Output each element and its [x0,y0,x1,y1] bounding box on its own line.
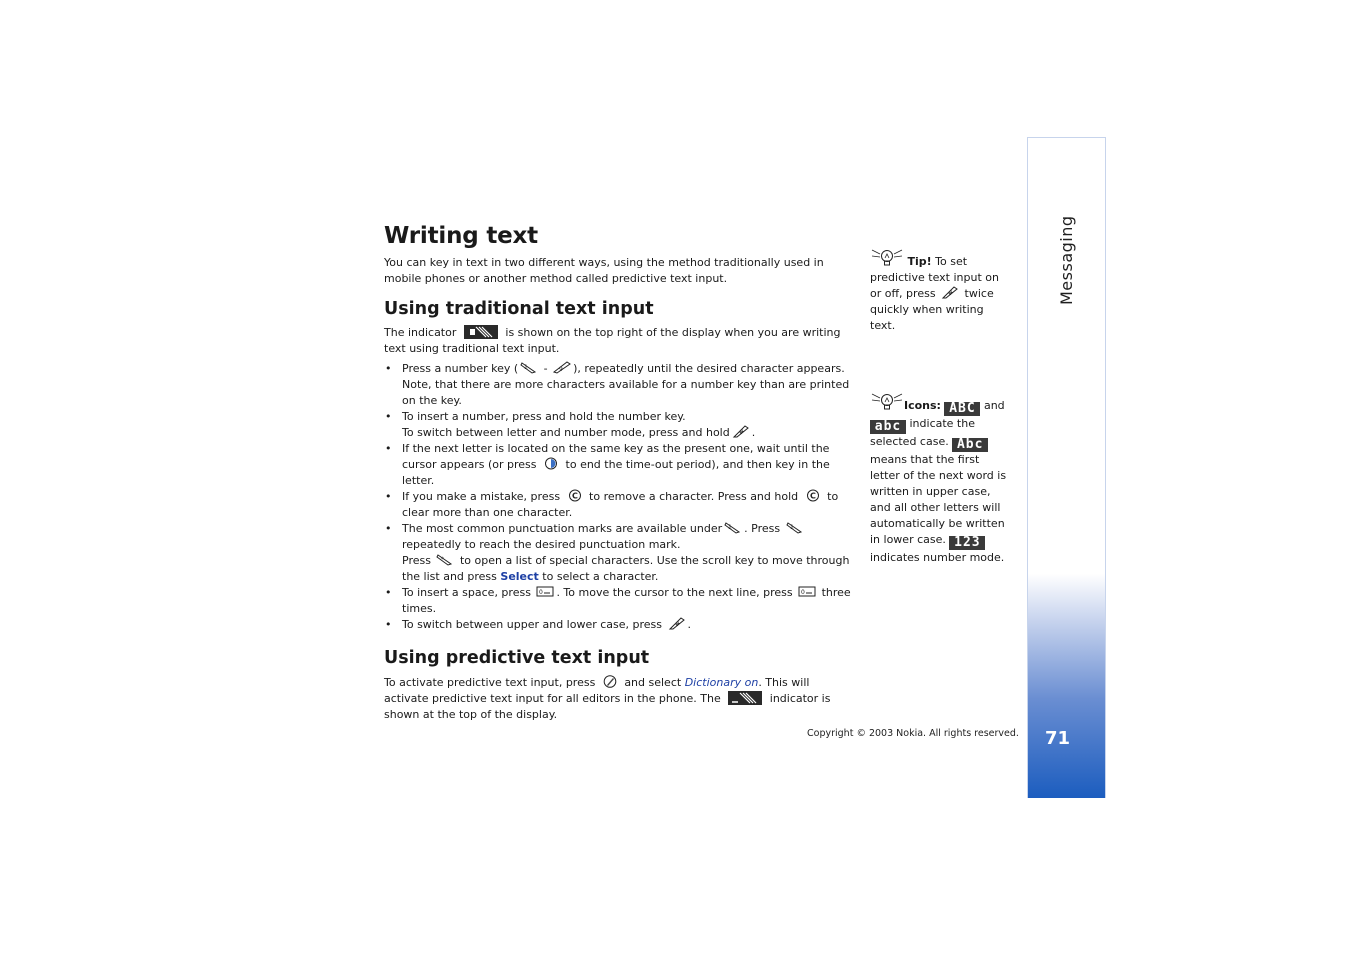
uppercase-mode-icon: ABC [944,402,980,416]
lightbulb-icon [870,392,904,412]
list-item: • To insert a number, press and hold the number key. To switch between letter and number mode, press and hold # . [384,409,852,441]
number-mode-icon: 123 [949,536,985,550]
list-item: • To insert a space, press 0 . To move the cursor to the next line, press 0 three times. [384,585,852,617]
list-item: • Press a number key ( 1 - 9 ), repeatedly until the desired character appears. Note, that there are more characters available for a number key than are printed on the key. [384,361,852,409]
svg-text:#: # [674,621,680,628]
page-number: 71 [1045,728,1071,749]
dictionary-on-option: Dictionary on [684,676,759,689]
list-item: • If you make a mistake, press C to remove a character. Press and hold C to clear more than one character. [384,489,852,521]
traditional-input-indicator-icon [464,325,498,339]
traditional-indicator-paragraph: The indicator is shown on the top right of the display when you are writing text using traditional text input. [384,326,841,355]
key-1-icon [724,521,742,534]
key-9-icon [553,361,571,374]
svg-text:1: 1 [789,524,794,531]
select-softkey-label: Select [500,570,539,583]
list-item: • To switch between upper and lower case, press # . [384,617,852,633]
hash-key-icon [941,286,959,299]
hash-key-icon [732,425,750,438]
list-item: • The most common punctuation marks are available under 1 . Press 1 repeatedly to reach the desired punctuation mark. Press * to open a list of special characters. Use the scroll key to move through the list and press Select to select a character. [384,521,852,585]
lowercase-mode-icon: abc [870,420,906,434]
svg-text:0: 0 [539,589,544,596]
chapter-tab-label: Messaging [1057,215,1076,305]
star-key-icon [436,553,454,566]
svg-text:C: C [571,491,578,501]
sentence-case-mode-icon: Abc [952,438,988,452]
svg-text:*: * [441,556,445,563]
page-title: Writing text [384,223,538,249]
main-column [384,222,852,723]
svg-text:C: C [809,491,816,501]
hash-key-icon [668,617,686,630]
traditional-tips-list [384,361,852,633]
svg-text:0: 0 [801,589,805,596]
clear-key-icon [566,489,584,502]
key-0-icon [798,585,816,598]
svg-text:#: # [948,290,954,297]
section-heading-predictive: Using predictive text input [384,648,650,668]
key-1-icon [786,521,804,534]
section-heading-traditional: Using traditional text input [384,299,654,319]
tip-label: Tip! [907,255,932,268]
lightbulb-icon [870,248,904,268]
predictive-input-indicator-icon [728,691,762,705]
svg-text:1: 1 [728,524,732,531]
copyright-notice: Copyright © 2003 Nokia. All rights reserved. [807,728,1019,739]
svg-text:9: 9 [559,366,563,373]
icons-note: Icons: ABC and abc indicate the selected case. Abc means that the first letter of the next word is written in upper case, and all other letters will automatically be written in lower case. 123 indicates number mode. [870,392,1012,566]
clear-key-icon [804,489,822,502]
list-item: • If the next letter is located on the same key as the present one, wait until the cursor appears (or press to end the time-out period), and then key in the letter. [384,441,852,489]
pen-key-icon [601,675,619,688]
intro-paragraph: You can key in text in two different ways, using the method traditionally used in mobile phones or another method called predictive text input. [384,256,824,285]
scroll-key-icon [542,457,560,470]
svg-text:1: 1 [524,364,528,371]
tip-note: Tip! To set predictive text input on or off, press # twice quickly when writing text. [870,248,1012,334]
key-0-icon [536,585,554,598]
icons-label: Icons: [904,399,941,412]
key-1-icon [520,361,538,374]
svg-text:#: # [738,429,744,436]
predictive-paragraph: To activate predictive text input, press and select Dictionary on. This will activate predictive text input for all editors in the phone. The indicator is shown at the top of the display. [384,676,831,721]
